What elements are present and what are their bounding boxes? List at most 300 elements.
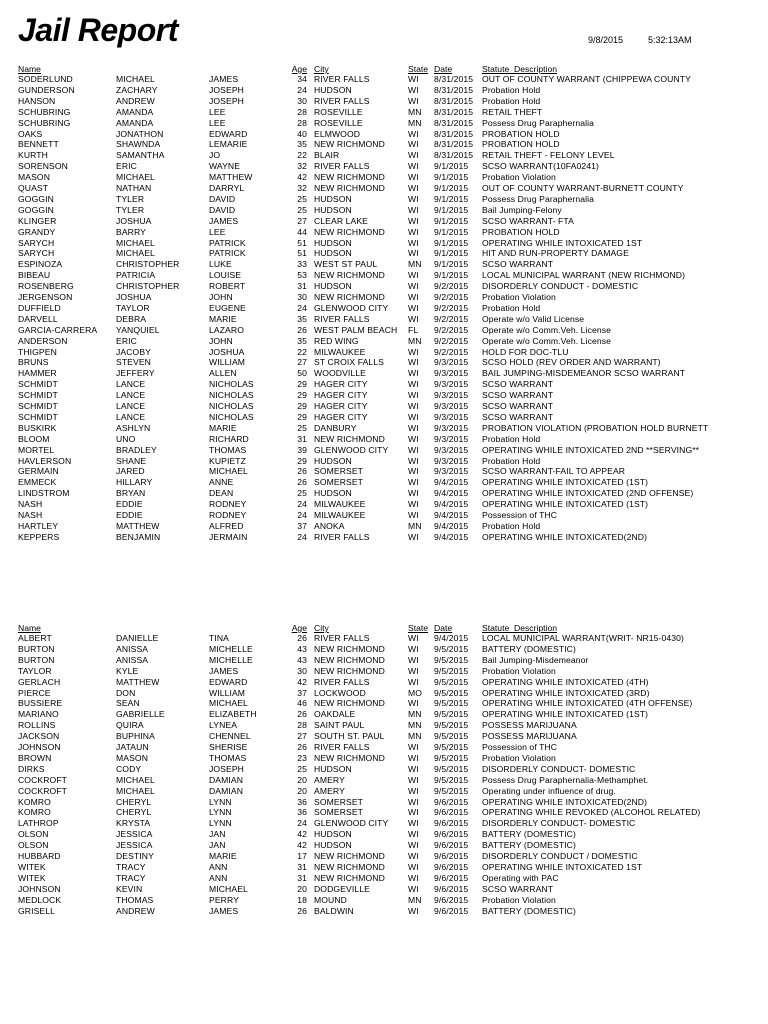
city-cell: NEW RICHMOND xyxy=(314,752,385,763)
booking-date-cell: 9/5/2015 xyxy=(434,654,469,665)
table-row xyxy=(0,292,768,303)
state-cell: WI xyxy=(408,401,419,411)
age-cell: 17 xyxy=(297,851,307,861)
city-cell: AMERY xyxy=(314,774,345,785)
booking-date-cell: 8/31/2015 xyxy=(434,128,474,139)
first-name-cell: MASON xyxy=(116,752,149,763)
last-name-cell: BRUNS xyxy=(18,357,49,368)
age-cell: 31 xyxy=(297,281,307,292)
first-name-cell: ERIC xyxy=(116,161,137,172)
table-row xyxy=(0,753,768,764)
first-name-cell: HILLARY xyxy=(116,477,153,488)
statute-description-cell: Possess Drug Paraphernalia xyxy=(482,193,594,204)
city-cell: AMERY xyxy=(314,785,345,796)
city-cell: NEW RICHMOND xyxy=(314,433,385,444)
age-cell: 26 xyxy=(297,905,307,916)
last-name-cell: GOGGIN xyxy=(18,204,54,215)
middle-name-cell: NICHOLAS xyxy=(209,379,254,390)
table-row xyxy=(0,390,768,401)
last-name-cell: BLOOM xyxy=(18,433,50,444)
report-date: 9/8/2015 xyxy=(588,35,624,45)
middle-name-cell: PERRY xyxy=(209,894,239,905)
age-cell: 33 xyxy=(297,259,307,270)
booking-date-cell: 9/6/2015 xyxy=(434,796,469,807)
state-cell: MN xyxy=(408,106,422,117)
city-cell: OAKDALE xyxy=(314,709,356,720)
statute-description-cell: SCSO WARRANT xyxy=(482,379,554,390)
first-name-cell: JESSICA xyxy=(116,840,153,851)
city-cell: GLENWOOD CITY xyxy=(314,818,389,829)
age-cell: 30 xyxy=(297,95,307,106)
city-cell: NEW RICHMOND xyxy=(314,665,385,676)
middle-name-cell: EDWARD xyxy=(209,676,248,687)
middle-name-cell: THOMAS xyxy=(209,752,247,763)
header-statute: Statute_Description xyxy=(482,623,557,633)
table-row xyxy=(0,851,768,862)
booking-date-cell: 9/3/2015 xyxy=(434,368,469,379)
last-name-cell: HAVLERSON xyxy=(18,455,72,466)
statute-description-cell: DISORDERLY CONDUCT- DOMESTIC xyxy=(482,763,636,774)
first-name-cell: DON xyxy=(116,687,136,698)
first-name-cell: BRADLEY xyxy=(116,444,157,455)
age-cell: 25 xyxy=(297,193,307,204)
first-name-cell: BRYAN xyxy=(116,488,146,499)
middle-name-cell: ELIZABETH xyxy=(209,709,257,720)
table-row xyxy=(0,401,768,412)
first-name-cell: ASHLYN xyxy=(116,422,151,433)
table-row xyxy=(0,336,768,347)
age-cell: 20 xyxy=(297,785,307,796)
first-name-cell: ERIC xyxy=(116,335,137,346)
first-name-cell: TRACY xyxy=(116,872,146,883)
state-cell: WI xyxy=(408,215,419,226)
header-age: Age xyxy=(291,623,307,633)
statute-description-cell: Operate w/o Valid License xyxy=(482,313,585,324)
booking-date-cell: 9/5/2015 xyxy=(434,709,469,720)
state-cell: WI xyxy=(408,128,419,139)
statute-description-cell: Operate w/o Comm.Veh. License xyxy=(482,324,612,335)
first-name-cell: JESSICA xyxy=(116,829,153,840)
statute-description-cell: PROBATION HOLD xyxy=(482,226,560,237)
table-row xyxy=(0,698,768,709)
city-cell: SOMERSET xyxy=(314,477,364,488)
first-name-cell: CHRISTOPHER xyxy=(116,281,180,292)
header-city: City xyxy=(314,64,329,74)
last-name-cell: SARYCH xyxy=(18,248,55,259)
middle-name-cell: DAMIAN xyxy=(209,774,244,785)
city-cell: HUDSON xyxy=(314,193,352,204)
table-row xyxy=(0,644,768,655)
city-cell: HUDSON xyxy=(314,763,352,774)
first-name-cell: ZACHARY xyxy=(116,84,158,95)
first-name-cell: TAYLOR xyxy=(116,302,150,313)
statute-description-cell: Operating with PAC xyxy=(482,872,559,883)
statute-description-cell: DISORDERLY CONDUCT / DOMESTIC xyxy=(482,851,638,861)
first-name-cell: MICHAEL xyxy=(116,248,155,259)
age-cell: 42 xyxy=(297,172,307,183)
age-cell: 26 xyxy=(297,709,307,720)
statute-description-cell: SCSO WARRANT xyxy=(482,883,554,894)
state-cell: WI xyxy=(408,531,419,542)
last-name-cell: QUAST xyxy=(18,183,49,193)
header-age: Age xyxy=(291,64,307,74)
middle-name-cell: DAVID xyxy=(209,193,236,204)
state-cell: WI xyxy=(408,742,419,752)
last-name-cell: BROWN xyxy=(18,752,52,763)
header-name: Name xyxy=(18,64,41,74)
age-cell: 31 xyxy=(297,861,307,872)
age-cell: 26 xyxy=(297,477,307,488)
age-cell: 43 xyxy=(297,654,307,665)
statute-description-cell: SCSO WARRANT xyxy=(482,411,554,422)
state-cell: WI xyxy=(408,183,419,193)
booking-date-cell: 9/1/2015 xyxy=(434,270,469,281)
city-cell: MILWAUKEE xyxy=(314,346,366,357)
last-name-cell: ESPINOZA xyxy=(18,259,63,270)
statute-description-cell: DISORDERLY CONDUCT - DOMESTIC xyxy=(482,281,639,292)
state-cell: WI xyxy=(408,477,419,488)
last-name-cell: KEPPERS xyxy=(18,531,60,542)
middle-name-cell: WAYNE xyxy=(209,161,241,172)
state-cell: WI xyxy=(408,150,419,161)
first-name-cell: DEBRA xyxy=(116,313,147,324)
middle-name-cell: ALFRED xyxy=(209,520,244,531)
middle-name-cell: MICHAEL xyxy=(209,883,248,894)
statute-description-cell: BATTERY (DOMESTIC) xyxy=(482,643,576,654)
last-name-cell: MASON xyxy=(18,172,51,183)
state-cell: WI xyxy=(408,411,419,422)
last-name-cell: HANSON xyxy=(18,95,56,106)
last-name-cell: BUSKIRK xyxy=(18,422,57,433)
state-cell: WI xyxy=(408,763,419,774)
state-cell: WI xyxy=(408,433,419,444)
city-cell: NEW RICHMOND xyxy=(314,851,385,861)
city-cell: HUDSON xyxy=(314,281,352,292)
statute-description-cell: RETAIL THEFT - FELONY LEVEL xyxy=(482,150,615,161)
age-cell: 24 xyxy=(297,499,307,510)
first-name-cell: SHAWNDA xyxy=(116,139,161,150)
report-title: Jail Report xyxy=(18,12,178,48)
booking-date-cell: 9/5/2015 xyxy=(434,676,469,687)
report-time: 5:32:13AM xyxy=(648,35,692,45)
middle-name-cell: EDWARD xyxy=(209,128,248,139)
last-name-cell: SCHMIDT xyxy=(18,411,58,422)
booking-date-cell: 9/4/2015 xyxy=(434,477,469,488)
statute-description-cell: Probation Hold xyxy=(482,455,541,466)
last-name-cell: JERGENSON xyxy=(18,292,73,302)
table-row xyxy=(0,510,768,521)
first-name-cell: GABRIELLE xyxy=(116,709,165,720)
statute-description-cell: OPERATING WHILE INTOXICATED (3RD) xyxy=(482,687,650,698)
middle-name-cell: MATTHEW xyxy=(209,172,253,183)
city-cell: HAGER CITY xyxy=(314,411,368,422)
table-row xyxy=(0,884,768,895)
city-cell: WOODVILLE xyxy=(314,368,366,379)
last-name-cell: NASH xyxy=(18,499,43,510)
middle-name-cell: JAMES xyxy=(209,905,239,916)
middle-name-cell: TINA xyxy=(209,633,229,643)
table-row xyxy=(0,829,768,840)
table-row xyxy=(0,720,768,731)
middle-name-cell: CHENNEL xyxy=(209,731,251,742)
table-row xyxy=(0,412,768,423)
table-row xyxy=(0,379,768,390)
last-name-cell: SORENSON xyxy=(18,161,68,172)
first-name-cell: SAMANTHA xyxy=(116,150,165,161)
first-name-cell: TYLER xyxy=(116,204,145,215)
city-cell: MILWAUKEE xyxy=(314,499,366,510)
age-cell: 31 xyxy=(297,433,307,444)
city-cell: RIVER FALLS xyxy=(314,95,370,106)
statute-description-cell: SCSO WARRANT(10FA0241) xyxy=(482,161,599,172)
first-name-cell: MICHAEL xyxy=(116,785,155,796)
age-cell: 30 xyxy=(297,665,307,676)
middle-name-cell: THOMAS xyxy=(209,444,247,455)
booking-date-cell: 9/6/2015 xyxy=(434,818,469,829)
city-cell: RIVER FALLS xyxy=(314,742,370,752)
middle-name-cell: RODNEY xyxy=(209,499,247,510)
last-name-cell: BURTON xyxy=(18,643,55,654)
statute-description-cell: Possess Drug Paraphernalia xyxy=(482,117,594,128)
booking-date-cell: 9/4/2015 xyxy=(434,531,469,542)
middle-name-cell: LUKE xyxy=(209,259,232,270)
first-name-cell: KEVIN xyxy=(116,883,143,894)
booking-date-cell: 9/1/2015 xyxy=(434,204,469,215)
booking-date-cell: 9/5/2015 xyxy=(434,720,469,731)
city-cell: ELMWOOD xyxy=(314,128,361,139)
statute-description-cell: PROBATION VIOLATION (PROBATION HOLD BURNETT xyxy=(482,422,709,433)
city-cell: RIVER FALLS xyxy=(314,313,370,324)
age-cell: 26 xyxy=(297,742,307,752)
booking-date-cell: 9/5/2015 xyxy=(434,763,469,774)
age-cell: 29 xyxy=(297,390,307,401)
last-name-cell: JACKSON xyxy=(18,731,60,742)
city-cell: RIVER FALLS xyxy=(314,161,370,172)
age-cell: 26 xyxy=(297,466,307,477)
middle-name-cell: DAVID xyxy=(209,204,236,215)
city-cell: DODGEVILLE xyxy=(314,883,370,894)
middle-name-cell: RICHARD xyxy=(209,433,249,444)
last-name-cell: NASH xyxy=(18,510,43,520)
state-cell: MN xyxy=(408,731,422,742)
state-cell: WI xyxy=(408,368,419,379)
last-name-cell: GOGGIN xyxy=(18,193,54,204)
first-name-cell: AMANDA xyxy=(116,106,154,117)
state-cell: MO xyxy=(408,687,423,698)
age-cell: 22 xyxy=(297,150,307,161)
city-cell: ST CROIX FALLS xyxy=(314,357,385,368)
city-cell: SAINT PAUL xyxy=(314,720,365,731)
last-name-cell: SARYCH xyxy=(18,237,55,248)
booking-date-cell: 9/3/2015 xyxy=(434,422,469,433)
age-cell: 27 xyxy=(297,357,307,368)
middle-name-cell: JOSEPH xyxy=(209,84,244,95)
age-cell: 51 xyxy=(297,237,307,248)
age-cell: 42 xyxy=(297,840,307,851)
first-name-cell: BARRY xyxy=(116,226,146,237)
middle-name-cell: LYNN xyxy=(209,796,232,807)
city-cell: HUDSON xyxy=(314,455,352,466)
booking-date-cell: 9/4/2015 xyxy=(434,510,469,520)
first-name-cell: ANDREW xyxy=(116,905,155,916)
table-row xyxy=(0,434,768,445)
middle-name-cell: NICHOLAS xyxy=(209,411,254,422)
city-cell: RIVER FALLS xyxy=(314,633,370,643)
statute-description-cell: LOCAL MUNICIPAL WARRANT(WRIT- NR15-0430) xyxy=(482,633,685,643)
age-cell: 35 xyxy=(297,335,307,346)
booking-date-cell: 9/1/2015 xyxy=(434,183,469,193)
first-name-cell: MICHAEL xyxy=(116,172,155,183)
last-name-cell: LATHROP xyxy=(18,818,59,829)
age-cell: 25 xyxy=(297,422,307,433)
age-cell: 24 xyxy=(297,818,307,829)
middle-name-cell: MARIE xyxy=(209,851,237,861)
last-name-cell: SCHUBRING xyxy=(18,117,71,128)
state-cell: WI xyxy=(408,861,419,872)
city-cell: RIVER FALLS xyxy=(314,676,370,687)
middle-name-cell: DEAN xyxy=(209,488,234,499)
table-row xyxy=(0,655,768,666)
table-row xyxy=(0,895,768,906)
last-name-cell: ANDERSON xyxy=(18,335,68,346)
state-cell: WI xyxy=(408,840,419,851)
city-cell: HUDSON xyxy=(314,840,352,851)
state-cell: WI xyxy=(408,204,419,215)
middle-name-cell: LYNN xyxy=(209,807,232,818)
statute-description-cell: OPERATING WHILE INTOXICATED (1ST) xyxy=(482,499,649,510)
booking-date-cell: 9/2/2015 xyxy=(434,302,469,313)
last-name-cell: DARVELL xyxy=(18,313,58,324)
age-cell: 32 xyxy=(297,161,307,172)
city-cell: CLEAR LAKE xyxy=(314,215,369,226)
booking-date-cell: 9/3/2015 xyxy=(434,433,469,444)
state-cell: WI xyxy=(408,248,419,259)
city-cell: LOCKWOOD xyxy=(314,687,366,698)
first-name-cell: JARED xyxy=(116,466,145,477)
state-cell: WI xyxy=(408,466,419,477)
last-name-cell: SCHMIDT xyxy=(18,401,58,411)
state-cell: WI xyxy=(408,313,419,324)
booking-date-cell: 9/1/2015 xyxy=(434,215,469,226)
first-name-cell: EDDIE xyxy=(116,499,143,510)
statute-description-cell: SCSO WARRANT xyxy=(482,259,554,270)
first-name-cell: KRYSTA xyxy=(116,818,151,829)
statute-description-cell: Probation Violation xyxy=(482,752,556,763)
table-row xyxy=(0,731,768,742)
middle-name-cell: DAMIAN xyxy=(209,785,244,796)
middle-name-cell: MICHELLE xyxy=(209,643,253,654)
booking-date-cell: 8/31/2015 xyxy=(434,139,474,150)
first-name-cell: LANCE xyxy=(116,411,146,422)
age-cell: 24 xyxy=(297,510,307,520)
table-row xyxy=(0,74,768,85)
booking-date-cell: 8/31/2015 xyxy=(434,74,474,84)
table-row xyxy=(0,818,768,829)
last-name-cell: HAMMER xyxy=(18,368,57,379)
last-name-cell: KURTH xyxy=(18,150,48,161)
booking-date-cell: 9/1/2015 xyxy=(434,161,469,172)
booking-date-cell: 9/5/2015 xyxy=(434,698,469,709)
age-cell: 28 xyxy=(297,720,307,731)
state-cell: MN xyxy=(408,259,422,270)
middle-name-cell: JOSEPH xyxy=(209,763,244,774)
city-cell: NEW RICHMOND xyxy=(314,226,385,237)
age-cell: 29 xyxy=(297,455,307,466)
table-row xyxy=(0,488,768,499)
statute-description-cell: POSSESS MARIJUANA xyxy=(482,720,577,731)
middle-name-cell: JO xyxy=(209,150,221,161)
age-cell: 30 xyxy=(297,292,307,302)
middle-name-cell: JERMAIN xyxy=(209,531,248,542)
table-row xyxy=(0,139,768,150)
state-cell: WI xyxy=(408,510,419,520)
header-name: Name xyxy=(18,623,41,633)
last-name-cell: KOMRO xyxy=(18,807,51,818)
booking-date-cell: 9/3/2015 xyxy=(434,401,469,411)
state-cell: WI xyxy=(408,172,419,183)
table-row xyxy=(0,862,768,873)
state-cell: WI xyxy=(408,633,419,643)
first-name-cell: JACOBY xyxy=(116,346,151,357)
first-name-cell: MICHAEL xyxy=(116,774,155,785)
first-name-cell: YANQUIEL xyxy=(116,324,160,335)
middle-name-cell: MARIE xyxy=(209,313,237,324)
state-cell: WI xyxy=(408,390,419,401)
first-name-cell: ANISSA xyxy=(116,643,149,654)
last-name-cell: DIRKS xyxy=(18,763,45,774)
middle-name-cell: NICHOLAS xyxy=(209,390,254,401)
statute-description-cell: Bail Jumping-Felony xyxy=(482,204,562,215)
last-name-cell: OAKS xyxy=(18,128,43,139)
booking-date-cell: 9/6/2015 xyxy=(434,872,469,883)
table-row xyxy=(0,216,768,227)
state-cell: WI xyxy=(408,488,419,499)
statute-description-cell: BATTERY (DOMESTIC) xyxy=(482,840,576,851)
age-cell: 23 xyxy=(297,752,307,763)
table-row xyxy=(0,85,768,96)
age-cell: 25 xyxy=(297,488,307,499)
state-cell: WI xyxy=(408,379,419,390)
last-name-cell: SCHUBRING xyxy=(18,106,71,117)
last-name-cell: SCHMIDT xyxy=(18,390,58,401)
booking-date-cell: 9/2/2015 xyxy=(434,346,469,357)
statute-description-cell: OPERATING WHILE REVOKED (ALCOHOL RELATED) xyxy=(482,807,701,818)
first-name-cell: MATTHEW xyxy=(116,520,160,531)
city-cell: WEST ST PAUL xyxy=(314,259,378,270)
first-name-cell: UNO xyxy=(116,433,136,444)
city-cell: GLENWOOD CITY xyxy=(314,302,389,313)
state-cell: WI xyxy=(408,752,419,763)
table-row xyxy=(0,227,768,238)
city-cell: ANOKA xyxy=(314,520,345,531)
booking-date-cell: 9/4/2015 xyxy=(434,520,469,531)
state-cell: MN xyxy=(408,720,422,731)
last-name-cell: GARCIA-CARRERA xyxy=(18,324,98,335)
table-row xyxy=(0,150,768,161)
age-cell: 25 xyxy=(297,763,307,774)
state-cell: WI xyxy=(408,774,419,785)
middle-name-cell: PATRICK xyxy=(209,248,246,259)
age-cell: 20 xyxy=(297,883,307,894)
booking-date-cell: 9/4/2015 xyxy=(434,499,469,510)
booking-date-cell: 9/5/2015 xyxy=(434,752,469,763)
booking-date-cell: 9/1/2015 xyxy=(434,193,469,204)
last-name-cell: ROLLINS xyxy=(18,720,56,731)
middle-name-cell: JAMES xyxy=(209,215,239,226)
first-name-cell: MICHAEL xyxy=(116,74,155,84)
last-name-cell: DUFFIELD xyxy=(18,302,61,313)
first-name-cell: JEFFERY xyxy=(116,368,155,379)
